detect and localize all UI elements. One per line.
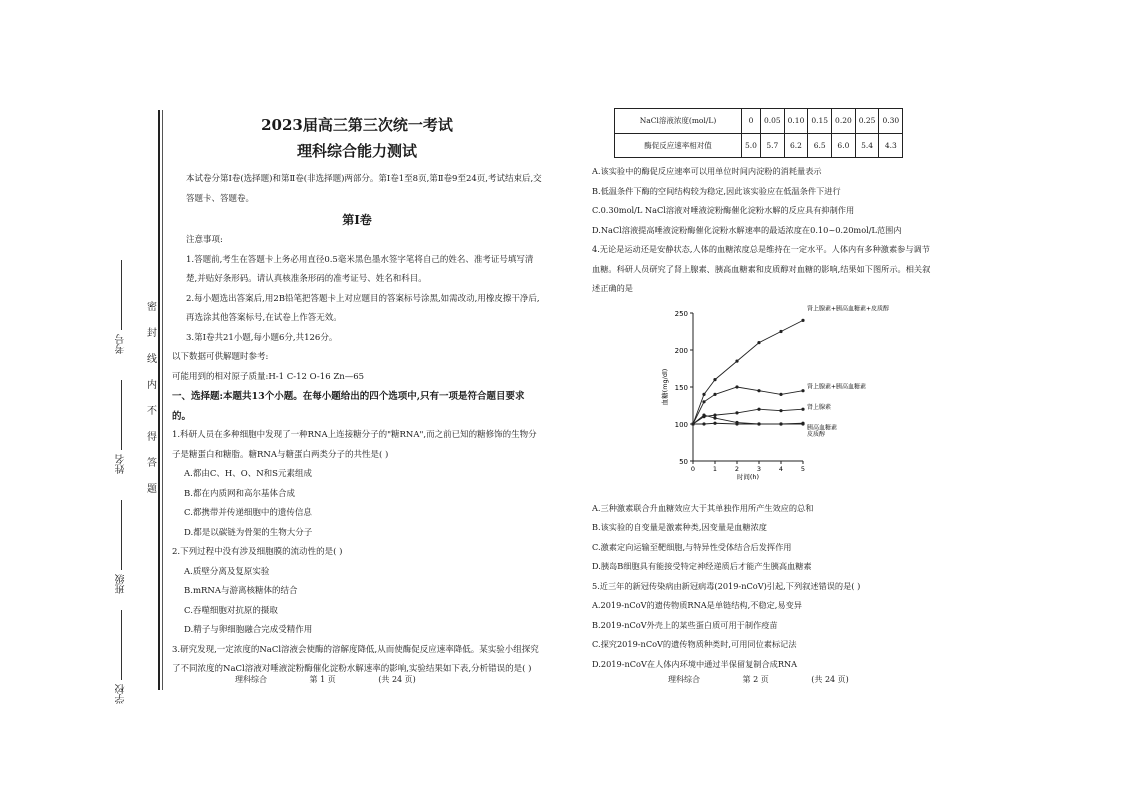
binding-line-inner (162, 110, 163, 690)
table-cell: 6.5 (808, 133, 832, 158)
data-point (801, 422, 804, 425)
note-item: 3.第Ⅰ卷共21小题,每小题6分,共126分。 (186, 332, 338, 343)
footer-page: 第 2 页 (742, 675, 769, 684)
question-2-option: C.吞噬细胞对抗原的摄取 (184, 605, 278, 616)
data-point (779, 409, 782, 412)
notes-heading: 注意事项: (186, 235, 223, 245)
question-3-option: D.NaCl溶液提高唾液淀粉酶催化淀粉水解速率的最适浓度在0.10~0.20mol/L范围内 (592, 224, 902, 235)
question-4-stem: 4.无论是运动还是安静状态,人体的血糖浓度总是维持在一定水平。人体内有多种激素参与调节血糖。科研人员研究了肾上腺素、胰高血糖素和皮质醇对血糖的影响,结果如下图所示。相关叙述正确的是 (592, 244, 931, 293)
question-5-option: D.2019-nCoV在人体内环境中通过半保留复制合成RNA (592, 658, 798, 669)
atomic-mass-line: 可能用到的相对原子质量:H-1 C-12 O-16 Zn—65 (172, 371, 365, 382)
series-label: 肾上腺素+胰高血糖素 (807, 383, 867, 391)
table-cell: 6.0 (832, 133, 856, 158)
binding-margin (70, 110, 170, 704)
data-point (801, 389, 804, 392)
reference-heading: 以下数据可供解题时参考: (172, 352, 269, 362)
class-field: 班级 (114, 500, 129, 594)
exam-subtitle: 理科综合能力测试 (296, 142, 417, 160)
data-point (779, 422, 782, 425)
data-point (735, 422, 738, 425)
note-item: 2.每小题选出答案后,用2B铅笔把答题卡上对应题目的答案标号涂黑,如需改动,用橡皮擦干净后,再选涂其他答案标号,在试卷上作答无效。 (186, 293, 540, 323)
part1-heading: 一、选择题:本题共13个小题。在每小题给出的四个选项中,只有一项是符合题目要求的。 (172, 391, 525, 422)
table-cell: 0.10 (784, 109, 808, 134)
data-point (713, 416, 716, 419)
series-label: 肾上腺素 (807, 404, 832, 412)
footer-total: (共 24 页) (811, 675, 849, 684)
table-cell: 4.3 (879, 133, 903, 158)
series-label: 肾上腺素+胰高血糖素+皮质醇 (807, 305, 890, 313)
page-1-footer (235, 674, 416, 685)
question-4-option: A.三种激素联合升血糖效应大于其单独作用所产生效应的总和 (592, 502, 814, 513)
school-field: 学校 (114, 610, 129, 704)
table-cell: 0.25 (855, 109, 879, 134)
table-cell: 0 (742, 109, 761, 134)
data-point (702, 393, 705, 396)
question-2-option: A.质壁分离及复原实验 (184, 566, 270, 577)
footer-subject: 理科综合 (668, 675, 700, 684)
question-3-option: A.该实验中的酶促反应速率可以用单位时间内淀粉的消耗量表示 (592, 166, 822, 176)
y-tick-label: 200 (674, 347, 688, 355)
data-point (757, 408, 760, 411)
table-cell: 0.20 (832, 109, 856, 134)
data-point (801, 319, 804, 322)
question-3-stem: 3.研究发现,一定浓度的NaCl溶液会使酶的溶解度降低,从而使酶促反应速率降低。某实验小组探究了不同浓度的NaCl溶液对唾液淀粉酶催化淀粉水解速率的影响,实验结果如下表,分析错误的是( ) (172, 644, 539, 674)
table-row (615, 109, 903, 134)
data-point (757, 341, 760, 344)
table-cell: 5.7 (760, 133, 784, 158)
footer-total: (共 24 页) (378, 675, 416, 684)
question-5-option: A.2019-nCoV的遗传物质RNA是单链结构,不稳定,易变异 (592, 600, 802, 610)
data-point (779, 330, 782, 333)
data-point (713, 414, 716, 417)
question-3-option: C.0.30mol/L NaCl溶液对唾液淀粉酶催化淀粉水解的反应具有抑制作用 (592, 205, 855, 215)
data-point (713, 393, 716, 396)
data-point (713, 378, 716, 381)
data-point (702, 422, 705, 425)
question-2-stem: 2.下列过程中没有涉及细胞膜的流动性的是( ) (172, 547, 343, 557)
section-heading: 第Ⅰ卷 (342, 213, 372, 227)
y-tick-label: 150 (674, 384, 688, 392)
question-3-option: B.低温条件下酶的空间结构较为稳定,因此该实验应在低温条件下进行 (592, 185, 841, 196)
data-point (801, 408, 804, 411)
series-label: 皮质醇 (807, 431, 826, 438)
data-point (779, 393, 782, 396)
question-5-option: B.2019-nCoV外壳上的某些蛋白质可用于制作疫苗 (592, 619, 778, 630)
y-tick-label: 100 (674, 421, 688, 429)
page-2-footer (668, 674, 849, 685)
question-2-option: D.精子与卵细胞融合完成受精作用 (184, 625, 313, 635)
question-1-option: C.都携带并传递细胞中的遗传信息 (184, 508, 312, 518)
x-axis-label: 时间(h) (736, 473, 760, 481)
data-point (702, 414, 705, 417)
table-row-label: NaCl溶液浓度(mol/L) (615, 109, 742, 134)
question-4-option: D.胰岛B细胞具有能接受特定神经递质后才能产生胰高血糖素 (592, 561, 812, 571)
exam-number-field: 考号 (114, 260, 129, 354)
x-tick-label: 5 (800, 465, 806, 473)
question-5-stem: 5.近三年的新冠传染病由新冠病毒(2019-nCoV)引起,下列叙述错误的是( ) (592, 580, 861, 591)
footer-subject: 理科综合 (235, 675, 267, 684)
data-point (757, 422, 760, 425)
table-row (615, 133, 903, 158)
y-axis-label: 血糖(mg/dl) (661, 368, 669, 406)
x-tick-label: 2 (734, 465, 740, 473)
x-tick-label: 4 (778, 465, 784, 473)
page-1 (172, 112, 542, 680)
question-2-option: B.mRNA与游离核糖体的结合 (184, 586, 298, 596)
table-cell: 0.05 (760, 109, 784, 134)
y-tick-label: 250 (674, 310, 688, 318)
x-tick-label: 1 (712, 465, 718, 473)
name-field: 姓名 (114, 380, 129, 474)
data-point (713, 422, 716, 425)
question-1-option: D.都是以碳链为骨架的生物大分子 (184, 527, 313, 538)
table-row-label: 酶促反应速率相对值 (615, 133, 742, 158)
seal-line-text: 密 封 线 内 不 得 答 题 (147, 302, 157, 495)
exam-title: 2023届高三第三次统一考试 (261, 116, 453, 134)
question-1-option: A.都由C、H、O、N和S元素组成 (184, 469, 312, 479)
series-line (693, 320, 803, 424)
table-cell: 5.4 (855, 133, 879, 158)
table-cell: 0.15 (808, 109, 832, 134)
data-point (735, 360, 738, 363)
table-cell: 5.0 (742, 133, 761, 158)
table-cell: 0.30 (879, 109, 903, 134)
note-item: 1.答题前,考生在答题卡上务必用直径0.5毫米黑色墨水签字笔将自己的姓名、准考证号填写清楚,并贴好条形码。请认真核准条形码的准考证号、姓名和科目。 (186, 254, 534, 284)
series-label: 胰高血糖素 (807, 424, 838, 432)
y-tick-label: 50 (679, 458, 688, 466)
data-point (735, 385, 738, 388)
series-line (693, 415, 803, 424)
footer-page: 第 1 页 (309, 675, 336, 684)
exam-intro: 本试卷分第Ⅰ卷(选择题)和第Ⅱ卷(非选择题)两部分。第Ⅰ卷1至8页,第Ⅱ卷9至24页,考试结束后,交答题卡、答题卷。 (186, 174, 542, 204)
question-4-option: C.激素定向运输至靶细胞,与特异性受体结合后发挥作用 (592, 541, 792, 552)
data-point (735, 411, 738, 414)
binding-line (158, 110, 160, 690)
data-point (757, 389, 760, 392)
data-point (691, 422, 694, 425)
question-5-option: C.探究2019-nCoV的遗传物质种类时,可用同位素标记法 (592, 639, 797, 649)
blood-glucose-chart (655, 305, 890, 481)
series-line (693, 387, 803, 424)
table-cell: 6.2 (784, 133, 808, 158)
x-tick-label: 0 (690, 465, 696, 473)
question-1-stem: 1.科研人员在多种细胞中发现了一种RNA上连接糖分子的"糖RNA",而之前已知的糖修饰的生物分子是糖蛋白和糖脂。糖RNA与糖蛋白两类分子的共性是( ) (172, 430, 537, 460)
data-point (702, 400, 705, 403)
question-4-option: B.该实验的自变量是激素种类,因变量是血糖浓度 (592, 522, 767, 532)
x-tick-label: 3 (756, 465, 762, 473)
question-1-option: B.都在内质网和高尔基体合成 (184, 488, 295, 499)
nacl-table (614, 108, 903, 158)
